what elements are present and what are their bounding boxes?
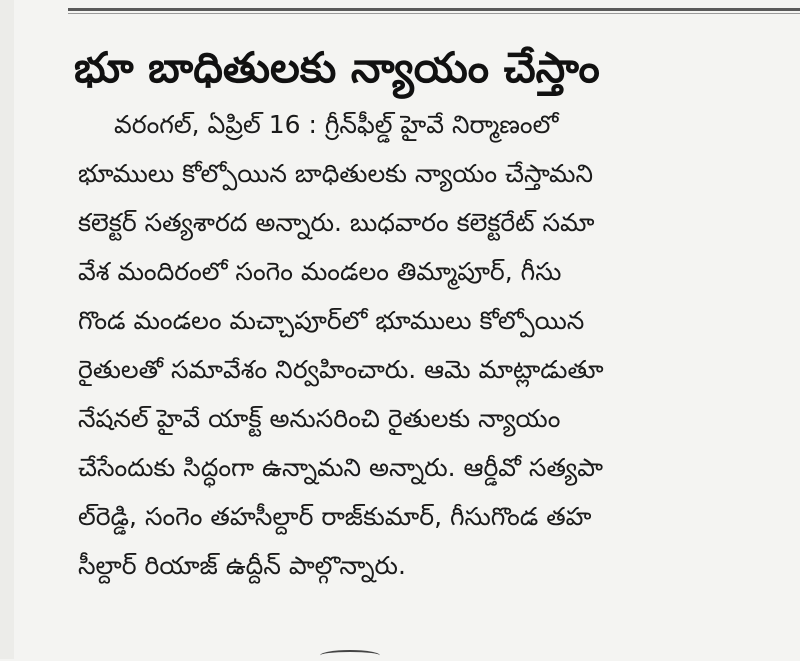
article-line: వరంగల్, ఏప్రిల్ 16 : గ్రీన్‌ఫీల్డ్ హైవే నిర్మాణంలో (114, 110, 559, 139)
article-line: నేషనల్ హైవే యాక్ట్ అనుసరించి రైతులకు న్యాయం (78, 404, 561, 433)
article-body (78, 100, 793, 590)
column-top-rule-thin (68, 13, 800, 14)
article-line: భూములు కోల్పోయిన బాధితులకు న్యాయం చేస్తామని (78, 159, 594, 188)
article-line: ల్‌రెడ్డి, సంగెం తహసీల్దార్ రాజ్‌కుమార్, గీసుగొండ తహ (78, 502, 592, 531)
article-line: చేసేందుకు సిద్ధంగా ఉన్నామని అన్నారు. ఆర్డీవో సత్యపా (78, 453, 604, 482)
cropped-next-article-glyph (320, 650, 380, 661)
article-headline: భూ బాధితులకు న్యాయం చేస్తాం (74, 43, 600, 92)
article-line: కలెక్టర్ సత్యశారద అన్నారు. బుధవారం కలెక్టరేట్ సమా (78, 208, 595, 237)
adjacent-column-edge (0, 0, 14, 659)
article-line: వేశ మందిరంలో సంగెం మండలం తిమ్మాపూర్, గీసు (78, 257, 562, 286)
article-line: గొండ మండలం మచ్చాపూర్‌లో భూములు కోల్పోయిన (78, 306, 585, 335)
article-line: రైతులతో సమావేశం నిర్వహించారు. ఆమె మాట్లాడుతూ (78, 355, 604, 384)
article-line: సీల్దార్ రియాజ్ ఉద్దీన్ పాల్గొన్నారు. (78, 551, 406, 580)
column-top-rule (68, 8, 800, 11)
